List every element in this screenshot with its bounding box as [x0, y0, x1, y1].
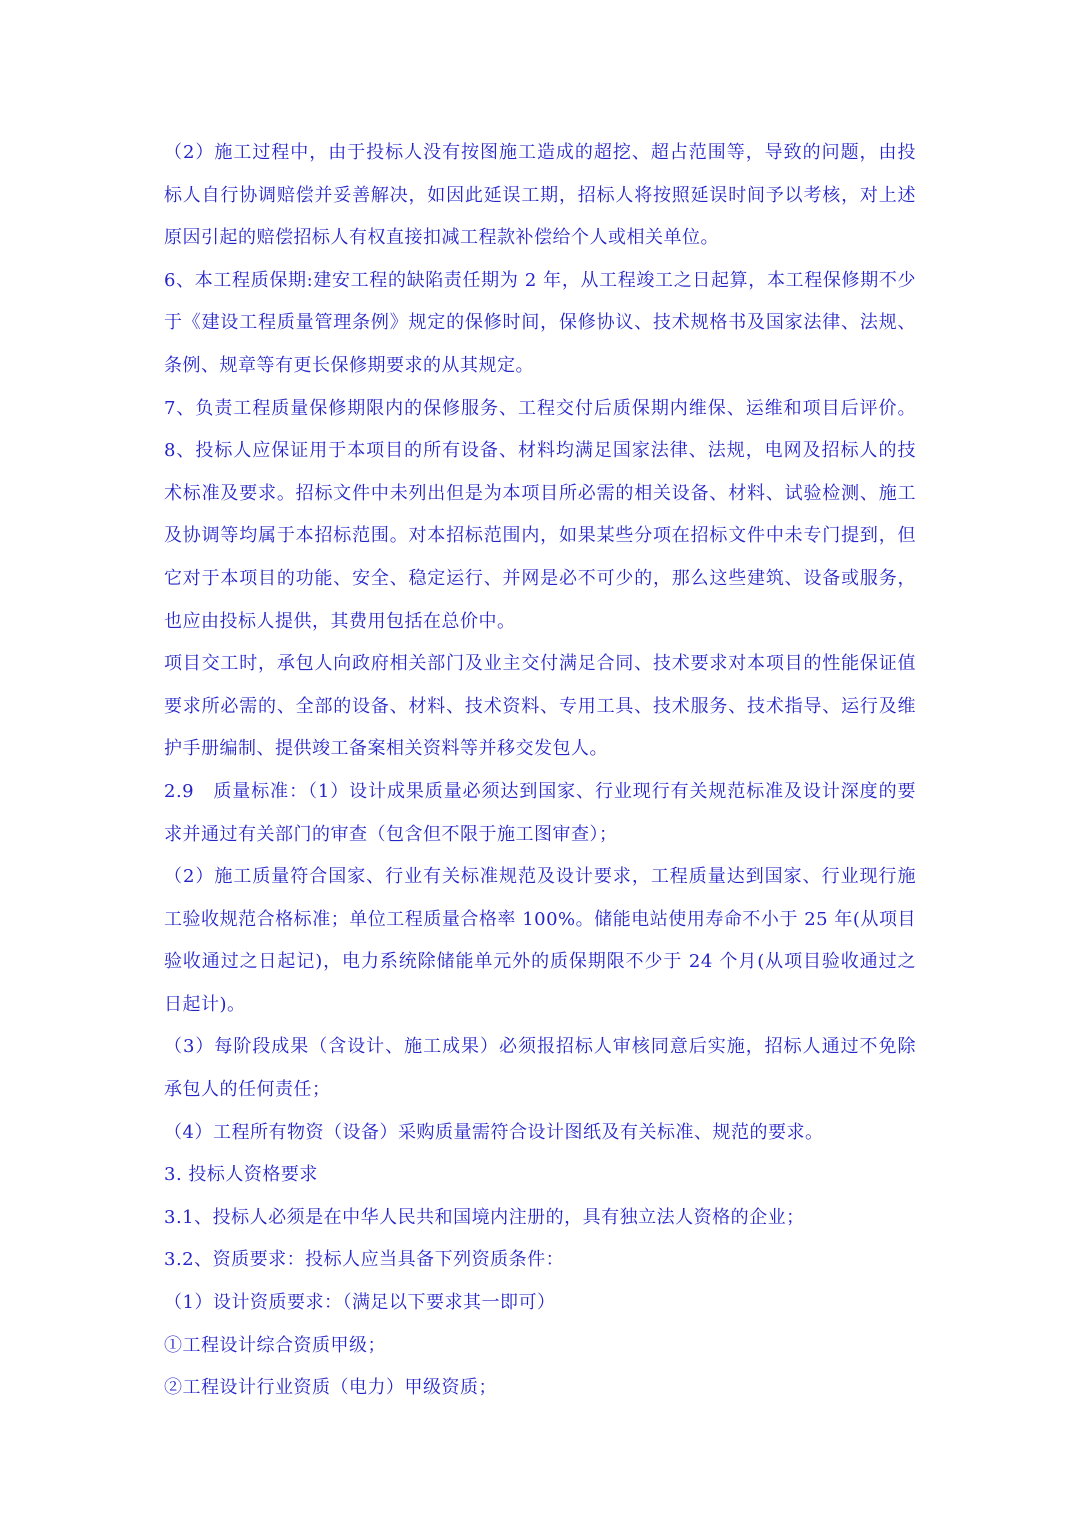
text-line: 也应由投标人提供，其费用包括在总价中。	[164, 610, 516, 632]
text-line: （4）工程所有物资（设备）采购质量需符合设计图纸及有关标准、规范的要求。	[164, 1121, 824, 1143]
text-line: 护手册编制、提供竣工备案相关资料等并移交发包人。	[164, 738, 608, 760]
text-line: 3. 投标人资格要求	[164, 1164, 318, 1186]
text-line: 验收通过之日起记)，电力系统除储能单元外的质保期限不少于 24 个月(从项目验收通过之	[164, 951, 916, 973]
text-line: （1）设计资质要求：（满足以下要求其一即可）	[164, 1292, 556, 1314]
text-line: 于《建设工程质量管理条例》规定的保修时间，保修协议、技术规格书及国家法律、法规、	[164, 312, 916, 334]
text-line: 及协调等均属于本招标范围。对本招标范围内，如果某些分项在招标文件中未专门提到，但	[164, 525, 916, 547]
text-line: 原因引起的赔偿招标人有权直接扣减工程款补偿给个人或相关单位。	[164, 227, 719, 249]
text-line: （3）每阶段成果（含设计、施工成果）必须报招标人审核同意后实施，招标人通过不免除	[164, 1036, 916, 1058]
text-line: （2）施工质量符合国家、行业有关标准规范及设计要求，工程质量达到国家、行业现行施	[164, 866, 916, 888]
text-line: 3.2、资质要求：投标人应当具备下列资质条件：	[164, 1249, 565, 1271]
text-line: ①工程设计综合资质甲级；	[164, 1334, 386, 1356]
text-line: 3.1、投标人必须是在中华人民共和国境内注册的，具有独立法人资格的企业；	[164, 1206, 805, 1228]
text-line: 7、负责工程质量保修期限内的保修服务、工程交付后质保期内维保、运维和项目后评价。	[164, 397, 916, 419]
text-line: 求并通过有关部门的审查（包含但不限于施工图审查）；	[164, 823, 618, 845]
text-line: 要求所必需的、全部的设备、材料、技术资料、专用工具、技术服务、技术指导、运行及维	[164, 695, 916, 717]
text-line: 它对于本项目的功能、安全、稳定运行、并网是必不可少的，那么这些建筑、设备或服务，	[164, 567, 916, 589]
text-line: 2.9 质量标准：（1）设计成果质量必须达到国家、行业现行有关规范标准及设计深度的要	[164, 780, 916, 802]
text-line: 项目交工时，承包人向政府相关部门及业主交付满足合同、技术要求对本项目的性能保证值	[164, 653, 916, 675]
document-body	[164, 132, 916, 1410]
text-line: （2）施工过程中，由于投标人没有按图施工造成的超挖、超占范围等，导致的问题，由投	[164, 142, 916, 163]
text-line: 日起计)。	[164, 993, 246, 1015]
text-line: 6、本工程质保期:建安工程的缺陷责任期为 2 年，从工程竣工之日起算，本工程保修期不少	[164, 269, 916, 291]
text-line: 8、投标人应保证用于本项目的所有设备、材料均满足国家法律、法规，电网及招标人的技	[164, 440, 916, 462]
text-line: 工验收规范合格标准；单位工程质量合格率 100%。储能电站使用寿命不小于 25 年(从项目	[164, 908, 916, 930]
text-line: 标人自行协调赔偿并妥善解决，如因此延误工期，招标人将按照延误时间予以考核，对上述	[164, 184, 916, 206]
text-line: ②工程设计行业资质（电力）甲级资质；	[164, 1377, 497, 1399]
text-line: 承包人的任何责任；	[164, 1079, 331, 1101]
text-line: 术标准及要求。招标文件中未列出但是为本项目所必需的相关设备、材料、试验检测、施工	[164, 482, 916, 504]
text-line: 条例、规章等有更长保修期要求的从其规定。	[164, 354, 534, 376]
